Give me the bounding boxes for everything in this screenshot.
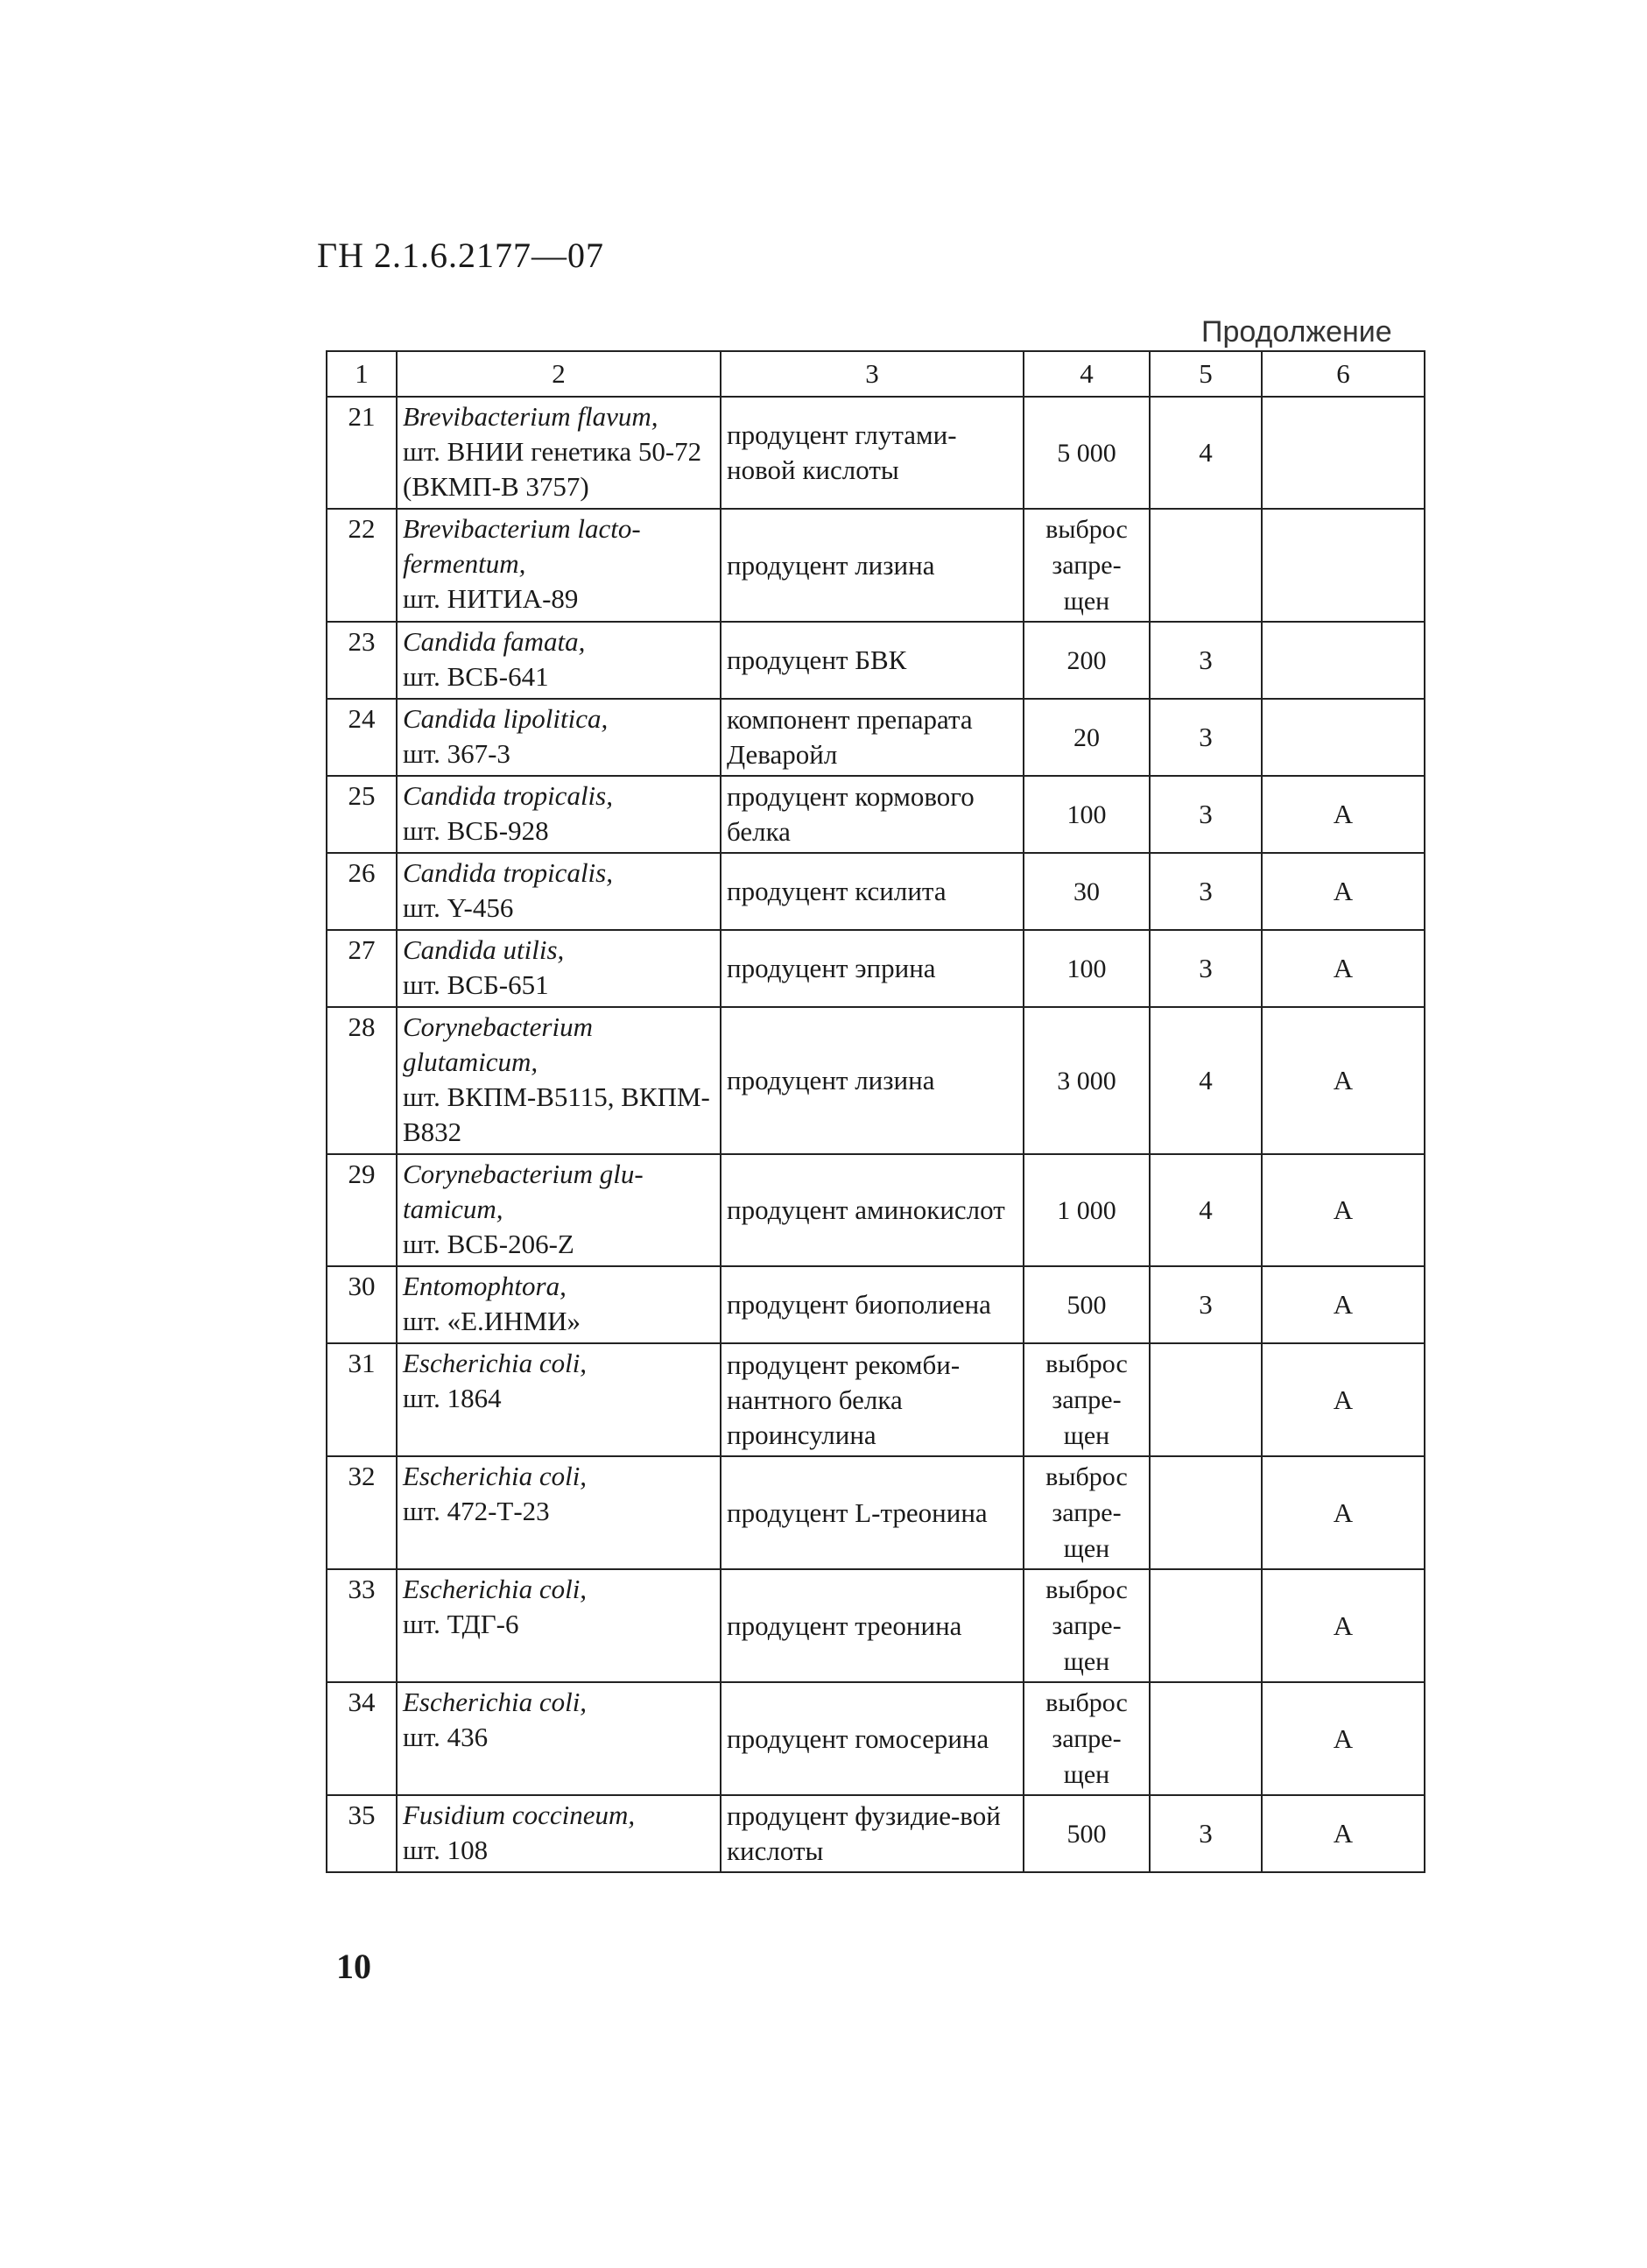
value-cell: 500	[1024, 1795, 1150, 1872]
organism-cell	[397, 1343, 721, 1456]
value-cell: выброс запре-щен	[1024, 1456, 1150, 1569]
organism-cell	[397, 1154, 721, 1266]
note-cell: А	[1262, 930, 1425, 1007]
purpose-cell: продуцент треонина	[721, 1569, 1024, 1682]
column-header: 3	[721, 351, 1024, 397]
organism-latin-name: Escherichia coli,	[403, 1687, 588, 1717]
organism-latin-name: Escherichia coli,	[403, 1461, 588, 1491]
purpose-cell: продуцент фузидие-вой кислоты	[721, 1795, 1024, 1872]
value-cell: 1 000	[1024, 1154, 1150, 1266]
hazard-class-cell	[1150, 1343, 1262, 1456]
organism-latin-name: Candida famata,	[403, 626, 586, 657]
organism-cell	[397, 622, 721, 699]
hazard-class-cell: 4	[1150, 1007, 1262, 1154]
column-header: 6	[1262, 351, 1425, 397]
note-cell	[1262, 397, 1425, 509]
purpose-cell: продуцент аминокислот	[721, 1154, 1024, 1266]
value-cell: 100	[1024, 776, 1150, 853]
row-number-cell: 30	[327, 1266, 397, 1343]
hazard-class-cell	[1150, 1682, 1262, 1795]
organism-cell	[397, 1682, 721, 1795]
strain-name: шт. ВНИИ генетика 50-72 (ВКМП-В 3757)	[403, 436, 702, 502]
hazard-class-cell: 3	[1150, 776, 1262, 853]
hazard-class-cell: 3	[1150, 1266, 1262, 1343]
strain-name: шт. Y-456	[403, 892, 514, 923]
hazard-class-cell	[1150, 509, 1262, 622]
purpose-cell: продуцент кормового белка	[721, 776, 1024, 853]
purpose-cell: компонент препарата Деваройл	[721, 699, 1024, 776]
purpose-cell: продуцент эприна	[721, 930, 1024, 1007]
purpose-cell: продуцент глутами-новой кислоты	[721, 397, 1024, 509]
organism-cell	[397, 397, 721, 509]
table-row	[327, 509, 1425, 622]
row-number-cell: 27	[327, 930, 397, 1007]
organism-latin-name: Candida tropicalis,	[403, 857, 613, 888]
value-cell: выброс запре-щен	[1024, 509, 1150, 622]
purpose-cell: продуцент гомосерина	[721, 1682, 1024, 1795]
organism-latin-name: Candida tropicalis,	[403, 780, 613, 811]
value-cell: 20	[1024, 699, 1150, 776]
table-row	[327, 930, 1425, 1007]
table-body	[327, 397, 1425, 1872]
organism-latin-name: Escherichia coli,	[403, 1348, 588, 1378]
organism-latin-name: Corynebacterium glu-tamicum,	[403, 1159, 644, 1224]
organism-cell	[397, 1569, 721, 1682]
organism-latin-name: Entomophtora,	[403, 1271, 567, 1301]
table-row	[327, 699, 1425, 776]
table-header-row	[327, 351, 1425, 397]
strain-name: шт. 436	[403, 1722, 489, 1752]
purpose-cell: продуцент L-треонина	[721, 1456, 1024, 1569]
page-number: 10	[336, 1947, 371, 1986]
organism-cell	[397, 699, 721, 776]
hazard-class-cell: 4	[1150, 1154, 1262, 1266]
purpose-cell: продуцент рекомби-нантного белка проинсулина	[721, 1343, 1024, 1456]
hazard-class-cell: 3	[1150, 1795, 1262, 1872]
hazard-class-cell	[1150, 1456, 1262, 1569]
row-number-cell: 26	[327, 853, 397, 930]
strain-name: шт. ТДГ-6	[403, 1609, 519, 1639]
strain-name: шт. 108	[403, 1835, 489, 1865]
organism-latin-name: Candida utilis,	[403, 934, 565, 965]
table-row	[327, 1154, 1425, 1266]
purpose-cell: продуцент биополиена	[721, 1266, 1024, 1343]
value-cell: 3 000	[1024, 1007, 1150, 1154]
data-table	[326, 350, 1425, 1873]
table-row	[327, 1682, 1425, 1795]
table-row	[327, 853, 1425, 930]
table-row	[327, 1343, 1425, 1456]
organism-latin-name: Brevibacterium flavum,	[403, 401, 658, 432]
note-cell: А	[1262, 853, 1425, 930]
note-cell	[1262, 699, 1425, 776]
row-number-cell: 28	[327, 1007, 397, 1154]
note-cell: А	[1262, 1007, 1425, 1154]
hazard-class-cell: 3	[1150, 622, 1262, 699]
purpose-cell: продуцент лизина	[721, 1007, 1024, 1154]
row-number-cell: 29	[327, 1154, 397, 1266]
value-cell: выброс запре-щен	[1024, 1569, 1150, 1682]
table-row	[327, 1007, 1425, 1154]
column-header: 5	[1150, 351, 1262, 397]
hazard-class-cell: 3	[1150, 699, 1262, 776]
row-number-cell: 34	[327, 1682, 397, 1795]
note-cell: А	[1262, 1569, 1425, 1682]
organism-cell	[397, 930, 721, 1007]
organism-latin-name: Brevibacterium lacto-fermentum,	[403, 513, 641, 579]
organism-cell	[397, 1266, 721, 1343]
organism-latin-name: Candida lipolitica,	[403, 703, 609, 734]
table-row	[327, 1456, 1425, 1569]
hazard-class-cell	[1150, 1569, 1262, 1682]
value-cell: выброс запре-щен	[1024, 1343, 1150, 1456]
value-cell: 5 000	[1024, 397, 1150, 509]
row-number-cell: 21	[327, 397, 397, 509]
organism-cell	[397, 853, 721, 930]
organism-latin-name: Fusidium coccineum,	[403, 1800, 636, 1830]
strain-name: шт. НИТИА-89	[403, 583, 579, 614]
strain-name: шт. ВКПМ-В5115, ВКПМ-В832	[403, 1081, 710, 1147]
strain-name: шт. 1864	[403, 1383, 502, 1413]
continued-label: Продолжение	[1201, 315, 1392, 349]
row-number-cell: 33	[327, 1569, 397, 1682]
column-header: 1	[327, 351, 397, 397]
table-row	[327, 776, 1425, 853]
note-cell: А	[1262, 1795, 1425, 1872]
row-number-cell: 24	[327, 699, 397, 776]
table-row	[327, 397, 1425, 509]
organism-cell	[397, 1007, 721, 1154]
organism-cell	[397, 1795, 721, 1872]
organism-cell	[397, 1456, 721, 1569]
value-cell: 100	[1024, 930, 1150, 1007]
table-row	[327, 1569, 1425, 1682]
row-number-cell: 35	[327, 1795, 397, 1872]
table-row	[327, 622, 1425, 699]
note-cell: А	[1262, 1154, 1425, 1266]
hazard-class-cell: 3	[1150, 930, 1262, 1007]
strain-name: шт. ВСБ-206-Z	[403, 1229, 574, 1259]
note-cell	[1262, 622, 1425, 699]
strain-name: шт. ВСБ-928	[403, 815, 549, 846]
note-cell: А	[1262, 1682, 1425, 1795]
note-cell: А	[1262, 1343, 1425, 1456]
column-header: 2	[397, 351, 721, 397]
document-code: ГН 2.1.6.2177—07	[317, 236, 605, 275]
strain-name: шт. 472-Т-23	[403, 1496, 550, 1526]
row-number-cell: 22	[327, 509, 397, 622]
note-cell	[1262, 509, 1425, 622]
purpose-cell: продуцент БВК	[721, 622, 1024, 699]
column-header: 4	[1024, 351, 1150, 397]
row-number-cell: 31	[327, 1343, 397, 1456]
hazard-class-cell: 3	[1150, 853, 1262, 930]
organism-cell	[397, 776, 721, 853]
strain-name: шт. 367-3	[403, 738, 510, 769]
value-cell: 30	[1024, 853, 1150, 930]
row-number-cell: 23	[327, 622, 397, 699]
value-cell: выброс запре-щен	[1024, 1682, 1150, 1795]
strain-name: шт. ВСБ-651	[403, 969, 549, 1000]
row-number-cell: 32	[327, 1456, 397, 1569]
note-cell: А	[1262, 776, 1425, 853]
hazard-class-cell: 4	[1150, 397, 1262, 509]
row-number-cell: 25	[327, 776, 397, 853]
value-cell: 200	[1024, 622, 1150, 699]
organism-latin-name: Escherichia coli,	[403, 1574, 588, 1604]
table-row	[327, 1266, 1425, 1343]
strain-name: шт. ВСБ-641	[403, 661, 549, 692]
organism-latin-name: Corynebacterium glutamicum,	[403, 1011, 593, 1077]
strain-name: шт. «Е.ИНМИ»	[403, 1306, 581, 1336]
value-cell: 500	[1024, 1266, 1150, 1343]
purpose-cell: продуцент лизина	[721, 509, 1024, 622]
note-cell: А	[1262, 1456, 1425, 1569]
purpose-cell: продуцент ксилита	[721, 853, 1024, 930]
organism-cell	[397, 509, 721, 622]
note-cell: А	[1262, 1266, 1425, 1343]
table-row	[327, 1795, 1425, 1872]
